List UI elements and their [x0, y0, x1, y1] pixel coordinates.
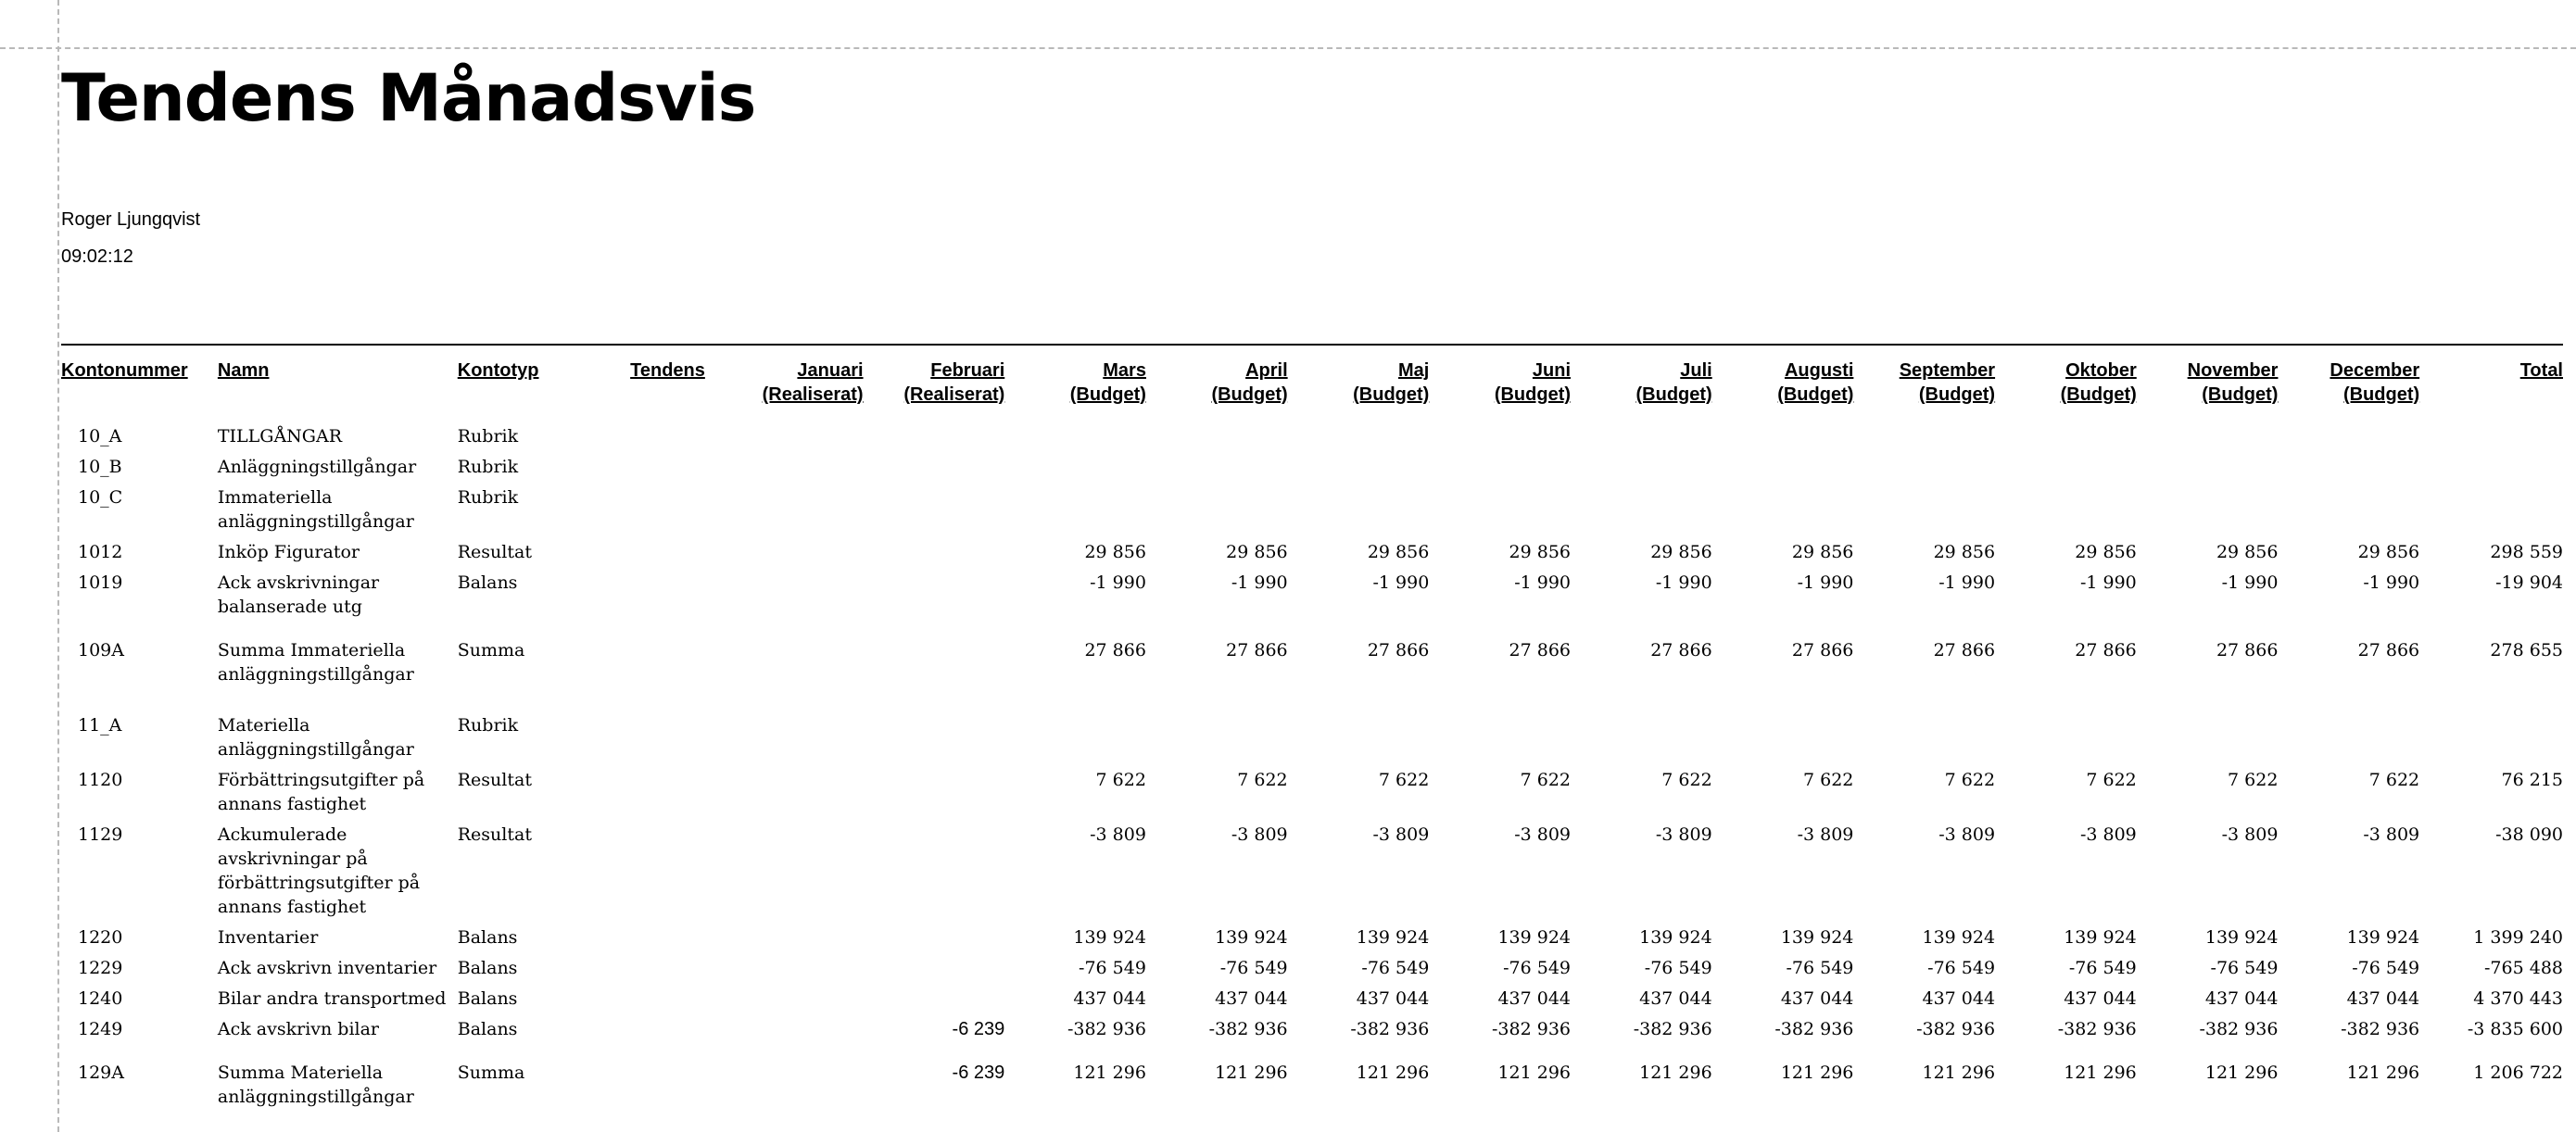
col-header-jan: Januari (Realiserat) [762, 360, 864, 405]
cell-sep: -1 990 [1938, 572, 1996, 593]
cell-oct: -76 549 [2068, 958, 2137, 978]
cell-apr: 437 044 [1215, 988, 1288, 1009]
cell-aug [1712, 421, 1854, 452]
cell-aug [1712, 690, 1854, 765]
cell-name: TILLGÅNGAR [217, 426, 343, 447]
cell-jan [722, 923, 864, 953]
cell-dec: 7 622 [2368, 770, 2420, 790]
cell-type: Balans [457, 572, 518, 593]
col-header-nov: November (Budget) [2187, 360, 2279, 405]
cell-jul: -1 990 [1655, 572, 1712, 593]
cell-oct: -382 936 [2057, 1019, 2137, 1039]
cell-total: 1 399 240 [2473, 927, 2563, 948]
cell-nov: -3 809 [2221, 824, 2279, 845]
cell-account: 1240 [78, 988, 123, 1009]
cell-aug: 139 924 [1780, 927, 1854, 948]
table-row [61, 820, 2563, 923]
cell-name: Förbättringsutgifter på annans fastighet [217, 770, 425, 814]
cell-sep: 139 924 [1922, 927, 1996, 948]
cell-account: 1249 [78, 1019, 123, 1039]
cell-feb [864, 452, 1005, 483]
cell-type: Balans [457, 988, 518, 1009]
cell-total: 4 370 443 [2473, 988, 2563, 1009]
cell-jun: 29 856 [1509, 542, 1572, 562]
cell-may: 29 856 [1367, 542, 1430, 562]
table-row [61, 984, 2563, 1014]
cell-dec: -1 990 [2363, 572, 2420, 593]
cell-jul: -76 549 [1644, 958, 1712, 978]
cell-oct: 437 044 [2064, 988, 2137, 1009]
cell-name: Materiella anläggningstillgångar [217, 715, 414, 760]
cell-apr: -1 990 [1231, 572, 1288, 593]
cell-apr [1146, 421, 1288, 452]
cell-jul [1571, 421, 1712, 452]
cell-oct: -1 990 [2079, 572, 2137, 593]
cell-jul: 27 866 [1650, 640, 1712, 660]
cell-total: 76 215 [2501, 770, 2563, 790]
cell-trend [564, 1014, 722, 1045]
cell-jun: 7 622 [1520, 770, 1572, 790]
cell-account: 1129 [78, 824, 123, 845]
col-header-feb: Februari (Realiserat) [903, 360, 1005, 405]
col-header-type: Kontotyp [457, 360, 539, 381]
cell-aug: 29 856 [1791, 542, 1854, 562]
col-header-jun: Juni (Budget) [1494, 360, 1572, 405]
cell-oct: 7 622 [2086, 770, 2137, 790]
cell-may [1288, 483, 1430, 537]
cell-total: -38 090 [2495, 824, 2563, 845]
cell-account: 10_A [78, 426, 122, 447]
cell-oct: 139 924 [2064, 927, 2137, 948]
cell-sep: 437 044 [1922, 988, 1996, 1009]
cell-apr [1146, 483, 1288, 537]
cell-feb [864, 690, 1005, 765]
cell-dec: 121 296 [2346, 1063, 2420, 1083]
cell-type: Balans [457, 958, 518, 978]
cell-type: Summa [457, 640, 525, 660]
cell-jun: 27 866 [1509, 640, 1572, 660]
cell-jun [1429, 452, 1571, 483]
cell-jul: 7 622 [1661, 770, 1712, 790]
cell-account: 129A [78, 1063, 124, 1083]
cell-sep: 29 856 [1933, 542, 1996, 562]
cell-jan [722, 537, 864, 568]
cell-may: -3 809 [1372, 824, 1430, 845]
cell-trend [564, 537, 722, 568]
cell-name: Inköp Figurator [217, 542, 360, 562]
col-header-apr: April (Budget) [1211, 360, 1288, 405]
cell-jul: 437 044 [1639, 988, 1712, 1009]
cell-name: Ack avskrivn inventarier [217, 958, 437, 978]
cell-jun [1429, 690, 1571, 765]
cell-account: 11_A [78, 715, 122, 736]
cell-apr: 121 296 [1215, 1063, 1288, 1083]
cell-oct [1995, 690, 2137, 765]
cell-apr [1146, 690, 1288, 765]
cell-apr [1146, 452, 1288, 483]
report-user: Roger Ljungqvist [61, 209, 201, 230]
cell-apr: 7 622 [1237, 770, 1288, 790]
report-title: Tendens Månadsvis [61, 60, 756, 136]
cell-mar: 27 866 [1084, 640, 1146, 660]
cell-dec: 139 924 [2346, 927, 2420, 948]
cell-total [2419, 690, 2563, 765]
cell-jun: 121 296 [1497, 1063, 1572, 1083]
header-rule [61, 344, 2563, 346]
trend-table [61, 358, 2563, 1113]
cell-trend [564, 690, 722, 765]
cell-account: 10_C [78, 487, 123, 508]
cell-aug [1712, 483, 1854, 537]
cell-trend [564, 1045, 722, 1113]
cell-oct [1995, 483, 2137, 537]
cell-nov: 7 622 [2228, 770, 2279, 790]
cell-feb: -6 239 [952, 1019, 1005, 1039]
cell-feb [864, 953, 1005, 984]
cell-nov [2137, 452, 2279, 483]
cell-jul: -382 936 [1633, 1019, 1712, 1039]
cell-trend [564, 923, 722, 953]
cell-account: 1019 [78, 572, 123, 593]
cell-feb [864, 483, 1005, 537]
cell-total: 278 655 [2490, 640, 2563, 660]
cell-dec [2278, 421, 2419, 452]
col-header-dec: December (Budget) [2330, 360, 2420, 405]
table-row [61, 623, 2563, 690]
cell-jan [722, 452, 864, 483]
cell-name: Immateriella anläggningstillgångar [217, 487, 414, 532]
cell-feb [864, 765, 1005, 820]
col-header-jul: Juli (Budget) [1635, 360, 1712, 405]
cell-trend [564, 452, 722, 483]
table-row [61, 1045, 2563, 1113]
cell-nov: -382 936 [2199, 1019, 2279, 1039]
cell-nov: 121 296 [2204, 1063, 2279, 1083]
cell-nov: 139 924 [2204, 927, 2279, 948]
cell-mar [1004, 452, 1146, 483]
cell-jan [722, 820, 864, 923]
cell-mar: -382 936 [1067, 1019, 1146, 1039]
cell-nov: -76 549 [2210, 958, 2279, 978]
cell-aug: 121 296 [1780, 1063, 1854, 1083]
cell-sep: -3 809 [1938, 824, 1996, 845]
cell-jul [1571, 483, 1712, 537]
cell-aug [1712, 452, 1854, 483]
cell-jan [722, 568, 864, 623]
table-header-row [61, 358, 2563, 421]
cell-sep [1853, 452, 1995, 483]
cell-trend [564, 953, 722, 984]
cell-may: 437 044 [1356, 988, 1430, 1009]
cell-jul [1571, 690, 1712, 765]
page-margin-guide-top [0, 47, 2576, 49]
cell-feb [864, 568, 1005, 623]
cell-may: 27 866 [1367, 640, 1430, 660]
cell-mar: 139 924 [1073, 927, 1146, 948]
cell-type: Resultat [457, 824, 532, 845]
cell-total: -3 835 600 [2467, 1019, 2563, 1039]
cell-oct: 29 856 [2075, 542, 2137, 562]
cell-feb [864, 537, 1005, 568]
cell-dec [2278, 452, 2419, 483]
cell-nov: -1 990 [2221, 572, 2279, 593]
cell-sep [1853, 421, 1995, 452]
cell-nov: 437 044 [2204, 988, 2279, 1009]
cell-name: Ack avskrivningar balanserade utg [217, 572, 380, 617]
cell-may [1288, 690, 1430, 765]
cell-dec: 27 866 [2357, 640, 2420, 660]
cell-may [1288, 452, 1430, 483]
col-header-account: Kontonummer [61, 360, 188, 381]
cell-name: Ack avskrivn bilar [217, 1019, 380, 1039]
cell-jul: -3 809 [1655, 824, 1712, 845]
cell-may: -382 936 [1350, 1019, 1430, 1039]
cell-may: -1 990 [1372, 572, 1430, 593]
cell-nov [2137, 483, 2279, 537]
cell-nov [2137, 421, 2279, 452]
cell-jan [722, 623, 864, 690]
cell-jun: 139 924 [1497, 927, 1572, 948]
cell-aug: -1 990 [1797, 572, 1854, 593]
cell-jul: 139 924 [1639, 927, 1712, 948]
cell-type: Resultat [457, 542, 532, 562]
cell-mar: -1 990 [1090, 572, 1146, 593]
table-row [61, 452, 2563, 483]
cell-type: Rubrik [457, 487, 519, 508]
cell-may: 139 924 [1356, 927, 1430, 948]
cell-feb [864, 923, 1005, 953]
cell-jul: 29 856 [1650, 542, 1712, 562]
cell-type: Rubrik [457, 715, 519, 736]
col-header-sep: September (Budget) [1899, 360, 1996, 405]
cell-account: 10_B [78, 457, 122, 477]
cell-jan [722, 421, 864, 452]
cell-sep: -382 936 [1916, 1019, 1996, 1039]
cell-feb: -6 239 [952, 1063, 1005, 1083]
cell-oct [1995, 452, 2137, 483]
col-header-may: Maj (Budget) [1353, 360, 1430, 405]
cell-apr: -382 936 [1208, 1019, 1288, 1039]
cell-sep: 7 622 [1944, 770, 1996, 790]
cell-may: 121 296 [1356, 1063, 1430, 1083]
cell-jul [1571, 452, 1712, 483]
cell-mar: -3 809 [1090, 824, 1146, 845]
cell-name: Summa Materiella anläggningstillgångar [217, 1063, 414, 1107]
cell-trend [564, 421, 722, 452]
cell-dec: -3 809 [2363, 824, 2420, 845]
cell-apr: 27 866 [1226, 640, 1288, 660]
cell-oct: 121 296 [2064, 1063, 2137, 1083]
col-header-oct: Oktober (Budget) [2060, 360, 2137, 405]
cell-trend [564, 765, 722, 820]
cell-dec: -76 549 [2352, 958, 2420, 978]
table-row [61, 568, 2563, 623]
cell-mar: 437 044 [1073, 988, 1146, 1009]
cell-total: -765 488 [2484, 958, 2563, 978]
cell-jun: -382 936 [1492, 1019, 1572, 1039]
cell-trend [564, 483, 722, 537]
cell-type: Rubrik [457, 426, 519, 447]
cell-name: Bilar andra transportmed [217, 988, 447, 1009]
cell-type: Balans [457, 927, 518, 948]
cell-account: 1220 [78, 927, 123, 948]
table-row [61, 483, 2563, 537]
cell-mar: 29 856 [1084, 542, 1146, 562]
cell-apr: 29 856 [1226, 542, 1288, 562]
cell-aug: 437 044 [1780, 988, 1854, 1009]
cell-oct: 27 866 [2075, 640, 2137, 660]
cell-jun: 437 044 [1497, 988, 1572, 1009]
cell-aug: -382 936 [1774, 1019, 1854, 1039]
cell-jan [722, 1045, 864, 1113]
cell-may: 7 622 [1378, 770, 1430, 790]
cell-account: 1120 [78, 770, 123, 790]
cell-account: 1012 [78, 542, 123, 562]
cell-sep: 121 296 [1922, 1063, 1996, 1083]
cell-dec [2278, 483, 2419, 537]
cell-jan [722, 984, 864, 1014]
cell-feb [864, 623, 1005, 690]
cell-type: Rubrik [457, 457, 519, 477]
cell-oct: -3 809 [2079, 824, 2137, 845]
cell-may [1288, 421, 1430, 452]
table-row [61, 421, 2563, 452]
cell-jan [722, 953, 864, 984]
cell-name: Ackumulerade avskrivningar på förbättringsutgifter på annans fastighet [217, 824, 421, 917]
cell-nov [2137, 690, 2279, 765]
report-time: 09:02:12 [61, 246, 133, 267]
col-header-total: Total [2519, 360, 2563, 381]
cell-type: Summa [457, 1063, 525, 1083]
cell-sep: 27 866 [1933, 640, 1996, 660]
cell-name: Inventarier [217, 927, 319, 948]
cell-feb [864, 984, 1005, 1014]
cell-trend [564, 623, 722, 690]
cell-total: -19 904 [2495, 572, 2563, 593]
cell-jun: -1 990 [1514, 572, 1572, 593]
col-header-trend: Tendens [630, 360, 705, 381]
cell-feb [864, 421, 1005, 452]
cell-jul: 121 296 [1639, 1063, 1712, 1083]
cell-total: 298 559 [2490, 542, 2563, 562]
table-row [61, 690, 2563, 765]
cell-apr: -76 549 [1219, 958, 1288, 978]
cell-trend [564, 984, 722, 1014]
cell-may: -76 549 [1361, 958, 1430, 978]
cell-total [2419, 421, 2563, 452]
cell-trend [564, 568, 722, 623]
cell-total [2419, 483, 2563, 537]
cell-dec: 437 044 [2346, 988, 2420, 1009]
cell-account: 1229 [78, 958, 123, 978]
cell-aug: -76 549 [1786, 958, 1854, 978]
cell-aug: 7 622 [1802, 770, 1854, 790]
cell-jun: -76 549 [1503, 958, 1572, 978]
cell-dec: 29 856 [2357, 542, 2420, 562]
cell-aug: -3 809 [1797, 824, 1854, 845]
cell-dec [2278, 690, 2419, 765]
cell-account: 109A [78, 640, 124, 660]
cell-oct [1995, 421, 2137, 452]
cell-nov: 29 856 [2216, 542, 2279, 562]
col-header-aug: Augusti (Budget) [1777, 360, 1854, 405]
cell-mar [1004, 421, 1146, 452]
cell-name: Summa Immateriella anläggningstillgångar [217, 640, 414, 685]
col-header-mar: Mars (Budget) [1069, 360, 1146, 405]
cell-jun [1429, 421, 1571, 452]
cell-type: Resultat [457, 770, 532, 790]
table-row [61, 923, 2563, 953]
table-row [61, 953, 2563, 984]
table-row [61, 537, 2563, 568]
cell-jan [722, 765, 864, 820]
page-margin-guide-left [57, 0, 59, 1132]
cell-jun [1429, 483, 1571, 537]
cell-feb [864, 820, 1005, 923]
table-body [61, 421, 2563, 1113]
cell-name: Anläggningstillgångar [217, 457, 417, 477]
cell-mar: -76 549 [1079, 958, 1146, 978]
cell-sep [1853, 483, 1995, 537]
cell-sep [1853, 690, 1995, 765]
cell-type: Balans [457, 1019, 518, 1039]
cell-mar: 121 296 [1073, 1063, 1146, 1083]
cell-total [2419, 452, 2563, 483]
table-row [61, 1014, 2563, 1045]
cell-jan [722, 1014, 864, 1045]
cell-jan [722, 690, 864, 765]
cell-apr: -3 809 [1231, 824, 1288, 845]
cell-mar [1004, 483, 1146, 537]
cell-aug: 27 866 [1791, 640, 1854, 660]
cell-jan [722, 483, 864, 537]
cell-mar [1004, 690, 1146, 765]
cell-jun: -3 809 [1514, 824, 1572, 845]
cell-trend [564, 820, 722, 923]
cell-nov: 27 866 [2216, 640, 2279, 660]
cell-dec: -382 936 [2341, 1019, 2420, 1039]
table-row [61, 765, 2563, 820]
cell-apr: 139 924 [1215, 927, 1288, 948]
cell-sep: -76 549 [1927, 958, 1996, 978]
col-header-name: Namn [217, 360, 270, 381]
cell-mar: 7 622 [1095, 770, 1146, 790]
cell-total: 1 206 722 [2473, 1063, 2563, 1083]
